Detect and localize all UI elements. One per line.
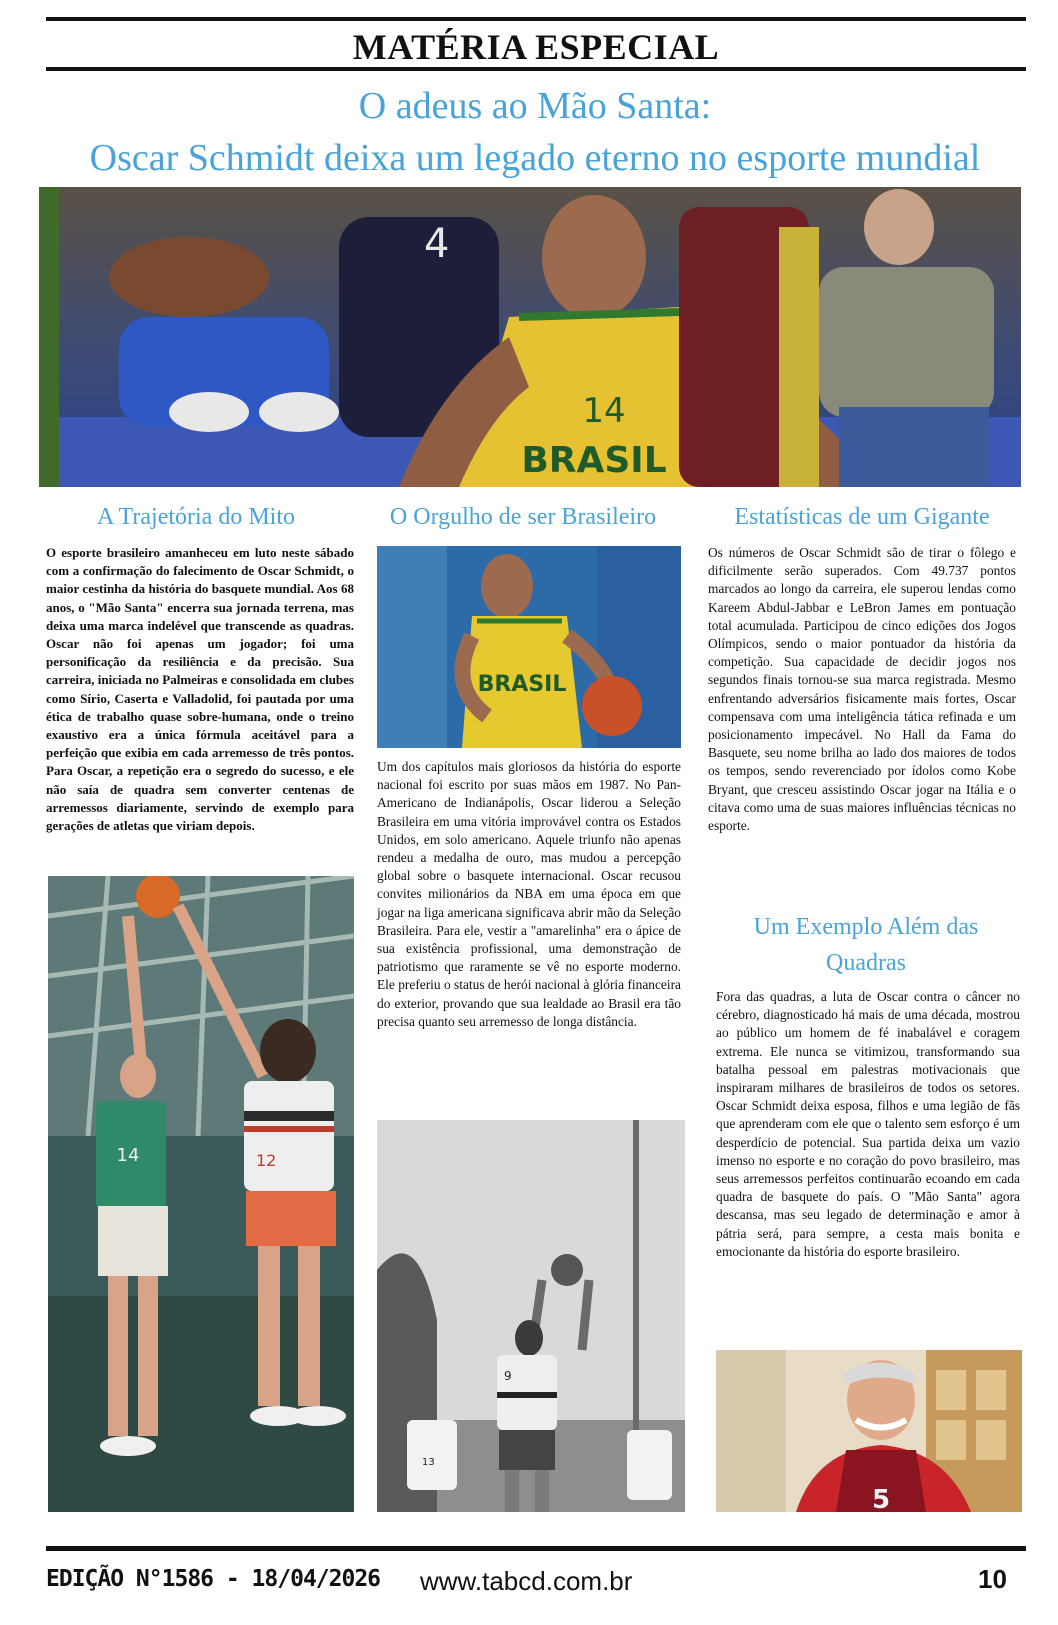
svg-text:13: 13: [422, 1457, 435, 1468]
svg-text:14: 14: [582, 391, 626, 431]
page-number: 10: [978, 1564, 1007, 1594]
col3-text: Os números de Oscar Schmidt são de tirar o fôlego e dificilmente serão superados. Com 49.737 pontos marcados ao longo da carreira, ele superou lendas como Kareem Abdul-Jabbar e LeBron James em pontuação total acumulada. Participou de cinco edições dos Jogos Olímpicos, sendo o maior pontuador da história da competição. Sua capacidade de decidir jogos nos segundos finais tornou-se sua marca registrada. Mesmo enfrentando adversários fisicamente mais fortes, Oscar compensava com uma inteligência tática refinada e um posicionamento impecável. No Hall da Fama do Basquete, seu nome brilha ao lado dos maiores de todos os tempos, sendo reverenciado por ídolos como Kobe Bryant, que cresceu assistindo Oscar jogar na Itália e o citava como uma de suas maiores influências técnicas no esporte.: [708, 545, 1016, 834]
svg-text:9: 9: [504, 1369, 512, 1383]
col3-title-2-line-2: Quadras: [826, 950, 906, 976]
headline-line-2: Oscar Schmidt deixa um legado eterno no esporte mundial: [89, 137, 981, 179]
col1-title: A Trajetória do Mito: [96, 504, 295, 530]
top-rule: [46, 17, 1026, 21]
edition-label: EDIÇÃO N°1586 - 18/04/2026: [46, 1566, 381, 1592]
col2-text: Um dos capítulos mais gloriosos da história do esporte nacional foi escrito por suas mãos em 1987. No Pan-Americano de Indianápolis, Oscar liderou a Seleção Brasileira em uma vitória improvável contra os Estados Unidos, em solo americano. Aquele triunfo não apenas rendeu a medalha de ouro, mas mudou a percepção global sobre o basquete internacional. Oscar recusou convites milionários da NBA em uma época em que jogar na liga americana significava abrir mão da Seleção Brasileira. Para ele, vestir a "amarelinha" era o ápice de sua existência profissional, uma demonstração de patriotismo que raramente se vê no esporte moderno. Ele preferiu o status de herói nacional à glória financeira do exterior, provando que sua lealdade ao Brasil era tão precisa quanto seu arremesso de longa distância.: [377, 759, 681, 1029]
col3-text-2: Fora das quadras, a luta de Oscar contra o câncer no cérebro, diagnosticado há mais de uma década, mostrou ao público um homem de fé inabalável e coragem extrema. Ele nunca se vitimizou, transformando sua batalha pessoal em palestras motivacionais que inspiraram milhares de brasileiros de todos os setores. Oscar Schmidt deixa esposa, filhos e uma legião de fãs que aprenderam com ele que o talento sem esforço é um desperdício de potencial. Sua partida deixa um vazio imenso no esporte e no coração do povo brasileiro, mas seus arremessos perfeitos continuarão ecoando em cada quadra de basquete do país. O "Mão Santa" agora descansa, mas seu legado de determinação e amor à pátria será, para sempre, a cesta mais bonita e emocionante da história do esporte brasileiro.: [716, 989, 1020, 1259]
svg-text:4: 4: [424, 221, 450, 267]
svg-text:5: 5: [871, 1485, 891, 1512]
hero-photo: [39, 187, 1021, 487]
col3-title: Estatísticas de um Gigante: [734, 504, 990, 530]
website-link[interactable]: www.tabcd.com.br: [420, 1566, 633, 1596]
svg-text:12: 12: [256, 1151, 277, 1170]
col2-title: O Orgulho de ser Brasileiro: [389, 504, 657, 530]
headline-line-1: O adeus ao Mão Santa:: [358, 85, 712, 127]
footer-rule: [46, 1546, 1026, 1551]
svg-text:BRASIL: BRASIL: [477, 672, 567, 697]
svg-text:14: 14: [116, 1145, 140, 1166]
svg-text:BRASIL: BRASIL: [521, 440, 667, 481]
col3-photo: [716, 1350, 1022, 1512]
col3-title-2-line-1: Um Exemplo Além das: [753, 914, 979, 940]
col2-photo: [377, 546, 681, 748]
col2-bottom-photo: [377, 1120, 685, 1512]
title-rule: [46, 67, 1026, 71]
col1-photo: [48, 876, 354, 1512]
col1-text: O esporte brasileiro amanheceu em luto neste sábado com a confirmação do falecimento de Oscar Schmidt, o maior cestinha da história do basquete mundial. Aos 68 anos, o "Mão Santa" encerra sua jornada terrena, mas deixa uma marca indelével que transcende as quadras. Oscar não foi apenas um jogador; foi uma personificação da resiliência e da precisão. Sua carreira, iniciada no Palmeiras e consolidada em clubes como Sírio, Caserta e Valladolid, foi pautada por uma ética de trabalho quase sobre-humana, onde o treino exaustivo era a única fórmula aceitável para a perfeição que exibia em cada arremesso de três pontos. Para Oscar, a repetição era o segredo do sucesso, e ele não saía de quadra sem converter centenas de arremessos diariamente, servindo de exemplo para gerações de atletas que viriam depois.: [46, 545, 354, 834]
section-title: MATÉRIA ESPECIAL: [352, 27, 720, 67]
